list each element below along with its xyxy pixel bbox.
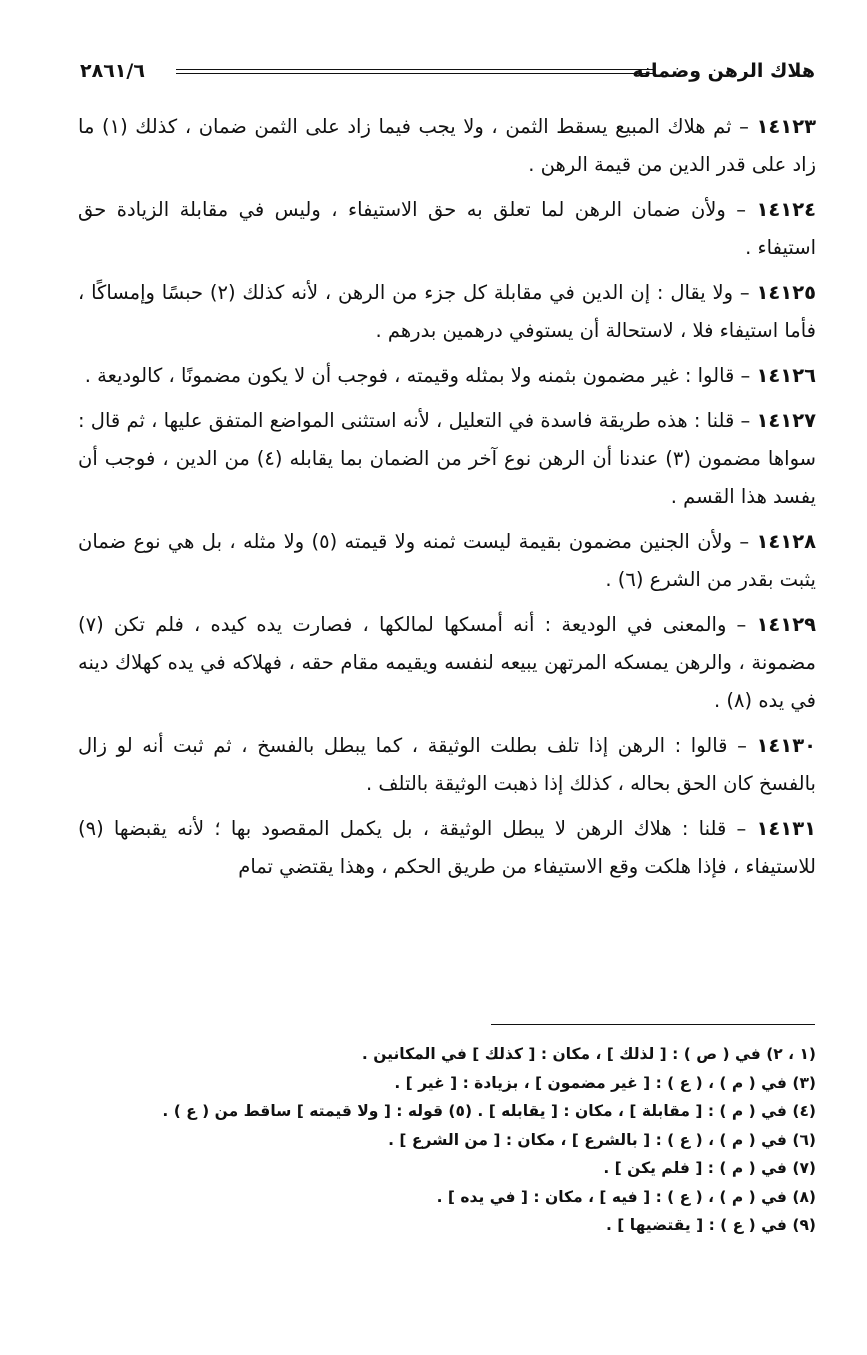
paragraph-number: ١٤١٢٣ bbox=[756, 115, 816, 138]
paragraph-number: ١٤١٢٥ bbox=[756, 281, 816, 304]
footnote: (٣) في ( م ) ، ( ع ) : [ غير مضمون ] ، بزيادة : [ غير ] . bbox=[394, 1073, 816, 1092]
footnote: (٧) في ( م ) : [ فلم يكن ] . bbox=[603, 1159, 816, 1177]
paragraph-14128 bbox=[78, 523, 816, 599]
paragraph-14131 bbox=[78, 810, 816, 886]
paragraph-text: – ثم هلاك المبيع يسقط الثمن ، ولا يجب فيما زاد على الثمن ضمان ، كذلك (١) ما زاد على قدر الدين من قيمة الرهن . bbox=[78, 115, 816, 176]
paragraph-14129 bbox=[78, 606, 816, 720]
chapter-title: هلاك الرهن وضمانه bbox=[632, 60, 815, 82]
paragraph-text: – قلنا : هلاك الرهن لا يبطل الوثيقة ، بل يكمل المقصود بها ؛ لأنه يقبضها (٩) للاستيفاء ، فإذا هلكت وقع الاستيفاء من طريق الحكم ، وهذا يقتضي تمام bbox=[78, 817, 816, 878]
paragraph-number: ١٤١٢٩ bbox=[756, 613, 816, 636]
paragraph-text: – والمعنى في الوديعة : أنه أمسكها لمالكها ، فصارت يده كيده ، فلم تكن (٧) مضمونة ، والرهن يمسكه المرتهن يبيعه لنفسه ويقيمه مقام حقه ، فهلاكه في يده كهلاك دينه في يده (٨) . bbox=[78, 613, 816, 712]
paragraph-text: – ولا يقال : إن الدين في مقابلة كل جزء من الرهن ، لأنه كذلك (٢) حبسًا وإمساكًا ، فأما استيفاء فلا ، لاستحالة أن يستوفي درهمين بدرهم . bbox=[78, 281, 816, 342]
paragraph-number: ١٤١٣١ bbox=[756, 817, 816, 840]
footnote: (١ ، ٢) في ( ص ) : [ لذلك ] ، مكان : [ كذلك ] في المكانين . bbox=[361, 1045, 816, 1063]
header-double-rule bbox=[176, 69, 655, 74]
paragraph-14130 bbox=[78, 727, 816, 803]
paragraph-number: ١٤١٢٤ bbox=[756, 198, 816, 221]
paragraph-14125 bbox=[78, 274, 816, 350]
paragraph-14124 bbox=[78, 191, 816, 267]
running-header bbox=[80, 56, 815, 88]
paragraph-14123 bbox=[78, 108, 816, 184]
footnote: (٩) في ( ع ) : [ يقتضيها ] . bbox=[605, 1216, 816, 1234]
paragraph-text: – ولأن الجنين مضمون بقيمة ليست ثمنه ولا قيمته (٥) ولا مثله ، بل هي نوع ضمان يثبت بقدر من الشرع (٦) . bbox=[78, 530, 816, 591]
page-number: ٢٨٦١/٦ bbox=[80, 60, 145, 82]
paragraph-14127 bbox=[78, 402, 816, 516]
paragraph-14126 bbox=[78, 357, 816, 395]
paragraph-number: ١٤١٢٨ bbox=[756, 530, 817, 553]
footnote-separator bbox=[491, 1024, 815, 1025]
paragraph-text: – قالوا : غير مضمون بثمنه ولا بمثله وقيمته ، فوجب أن لا يكون مضمونًا ، كالوديعة . bbox=[84, 364, 757, 387]
paragraph-number: ١٤١٢٧ bbox=[756, 409, 816, 432]
footnote: (٨) في ( م ) ، ( ع ) : [ فيه ] ، مكان : [ في يده ] . bbox=[436, 1187, 816, 1206]
paragraph-text: – قالوا : الرهن إذا تلف بطلت الوثيقة ، كما يبطل بالفسخ ، ثم ثبت أنه لو زال بالفسخ كان الحق بحاله ، كذلك إذا ذهبت الوثيقة بالتلف . bbox=[78, 734, 816, 795]
footnote: (٦) في ( م ) ، ( ع ) : [ بالشرع ] ، مكان : [ من الشرع ] . bbox=[388, 1130, 816, 1149]
paragraph-number: ١٤١٢٦ bbox=[756, 364, 816, 387]
paragraph-number: ١٤١٣٠ bbox=[756, 734, 816, 757]
footnotes bbox=[78, 1040, 816, 1240]
body-text bbox=[78, 108, 816, 893]
paragraph-text: – ولأن ضمان الرهن لما تعلق به حق الاستيفاء ، وليس في مقابلة الزيادة حق استيفاء . bbox=[78, 198, 816, 259]
footnote: (٤) في ( م ) : [ مقابلة ] ، مكان : [ يقابله ] . (٥) قوله : [ ولا قيمته ] ساقط من ( ع ) . bbox=[162, 1102, 816, 1120]
paragraph-text: – قلنا : هذه طريقة فاسدة في التعليل ، لأنه استثنى المواضع المتفق عليها ، ثم قال : سواها مضمون (٣) عندنا أن الرهن نوع آخر من الضمان بما يقابله (٤) من الدين ، فوجب أن يفسد هذا القسم . bbox=[78, 409, 816, 508]
